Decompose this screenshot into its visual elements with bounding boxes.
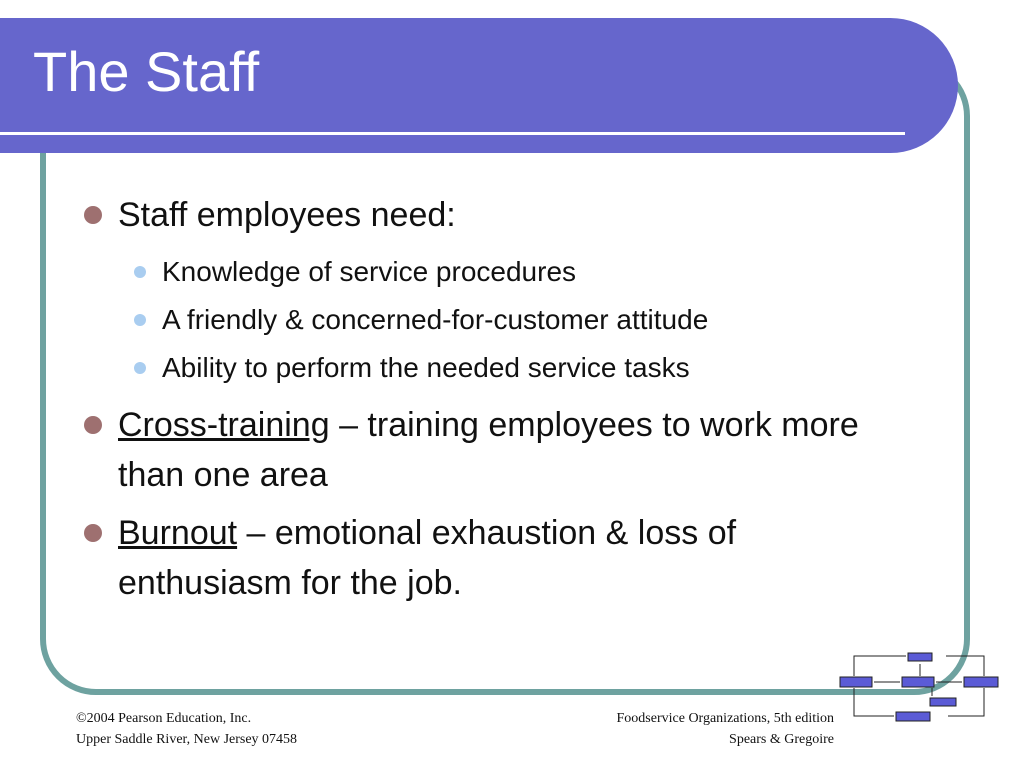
sub-bullet-dot-icon (134, 362, 146, 374)
sub-bullet-ability (80, 344, 910, 392)
bullet-cross-training (80, 400, 910, 500)
flowchart-diagram-icon (836, 650, 1006, 730)
footer-book (617, 708, 834, 750)
footer-right-line2: Spears & Gregoire (729, 732, 834, 747)
bullet-text: Staff employees need: (118, 196, 456, 234)
sub-bullet-text: Ability to perform the needed service tasks (162, 352, 690, 383)
footer-left-line1: ©2004 Pearson Education, Inc. (76, 711, 252, 726)
footer-right-line1: Foodservice Organizations, 5th edition (616, 711, 834, 726)
sub-bullet-knowledge (80, 248, 910, 296)
term-cross-training: Cross-training (118, 406, 330, 444)
sub-bullet-text: Knowledge of service procedures (162, 256, 577, 287)
bullet-staff-needs (80, 190, 910, 240)
bullet-dot-icon (84, 206, 102, 224)
footer-copyright (76, 708, 297, 750)
term-burnout: Burnout (118, 514, 238, 552)
definition-burnout: – emotional exhaustion & loss of enthusiasm for the job. (118, 514, 737, 602)
definition-cross-training: – training employees to work more than one area (118, 406, 859, 494)
footer-left-line2: Upper Saddle River, New Jersey 07458 (76, 732, 298, 747)
bullet-dot-icon (84, 524, 102, 542)
sub-bullet-dot-icon (134, 266, 146, 278)
sub-bullet-dot-icon (134, 314, 146, 326)
bullet-dot-icon (84, 416, 102, 434)
slide-title: The Staff (33, 40, 260, 103)
slide-body (80, 190, 910, 616)
sub-bullet-text: A friendly & concerned-for-customer attitude (162, 304, 709, 335)
bullet-burnout (80, 508, 910, 608)
title-rule (0, 132, 905, 135)
sub-bullet-attitude (80, 296, 910, 344)
